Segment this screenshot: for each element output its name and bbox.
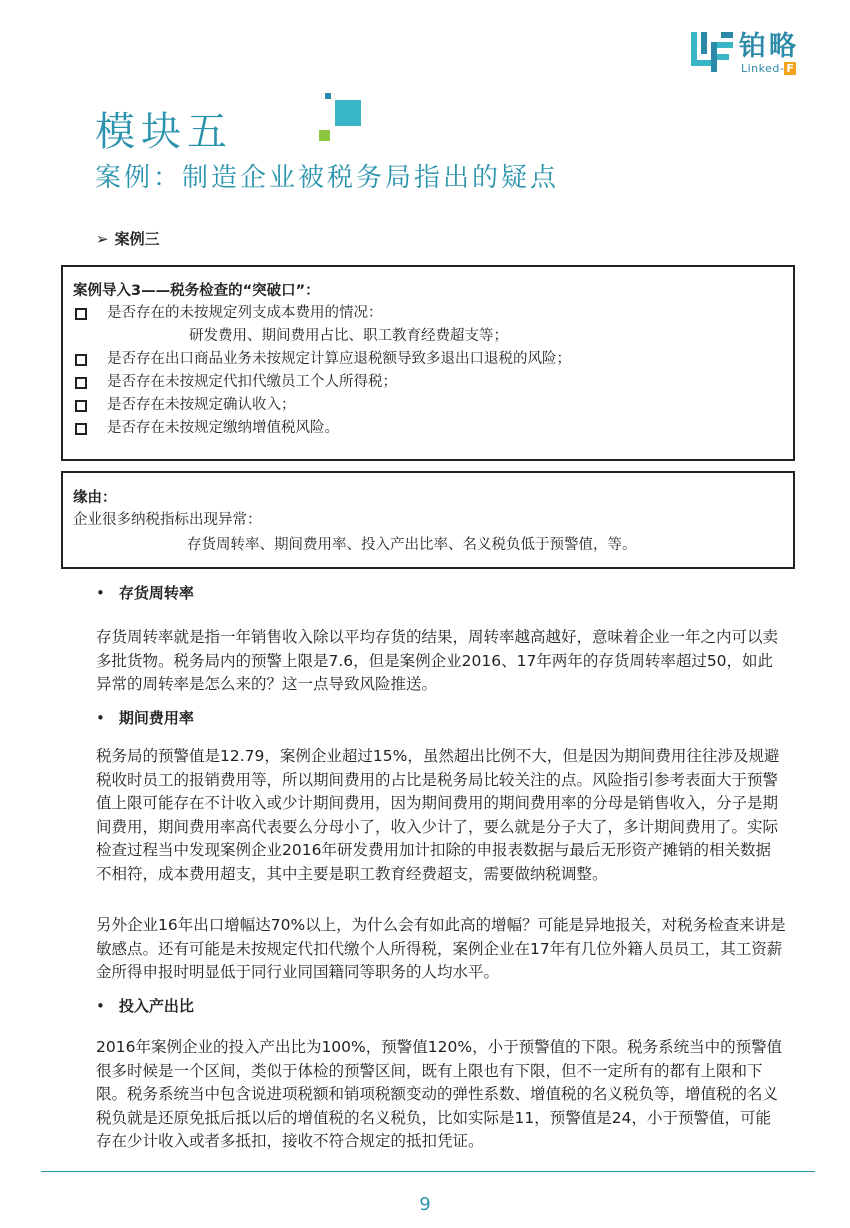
reason-title: 缘由：	[73, 490, 117, 506]
checkbox-icon	[75, 400, 87, 412]
section-heading: • 期间费用率	[96, 709, 194, 727]
section-paragraph: 税务局的预警值是12.79，案例企业超过15%，虽然超出比例不大，但是因为期间费用往往涉及规避税收时员工的报销费用等，所以期间费用的占比是税务局比较关注的点。风险指引参考表面大于预警值上限可能存在不计收入或少计期间费用，因为期间费用的期间费用率的分母是销售收入，分子是期间费用，期间费用率高代表要么分母小了，收入少计了，要么就是分子大了，多计期间费用了。实际检查过程当中发现案例企业2016年研发费用加计扣除的申报表数据与最后无形资产摊销的相关数据不相符，成本费用超支，其中主要是职工教育经费超支，需要做纳税调整。	[96, 747, 780, 883]
checkbox-icon	[75, 423, 87, 435]
section-heading: • 投入产出比	[96, 997, 194, 1015]
decor-square-small	[325, 93, 331, 99]
case-label: ➢ 案例三	[96, 230, 160, 248]
section-paragraph: 2016年案例企业的投入产出比为100%，预警值120%，小于预警值的下限。税务系统当中的预警值很多时候是一个区间，类似于体检的预警区间，既有上限也有下限，但不一定所有的都有上限和下限。税务系统当中包含说进项税额和销项税额变动的弹性系数、增值税的名义税负等，增值税的名义税负就是还原免抵后抵以后的增值税的名义税负，比如实际是11，预警值是24，小于预警值，可能存在少计收入或者多抵扣，接收不符合规定的抵扣凭证。	[96, 1038, 783, 1150]
reason-box	[61, 471, 795, 569]
reason-line: 企业很多纳税指标出现异常：	[73, 512, 262, 528]
checklist-item: 是否存在未按规定确认收入；	[73, 394, 783, 417]
checklist-item: 是否存在的未按规定列支成本费用的情况：	[73, 302, 783, 325]
case-intro-title: 案例导入3——税务检查的“突破口”：	[73, 283, 320, 299]
module-title: 模块五	[95, 109, 233, 155]
section-heading: • 存货周转率	[96, 584, 194, 602]
checkbox-icon	[75, 377, 87, 389]
brand-subtitle: Linked- F	[741, 62, 795, 75]
section-paragraph: 另外企业16年出口增幅达70%以上，为什么会有如此高的增幅？可能是异地报关，对税务检查来讲是敏感点。还有可能是未按规定代扣代缴个人所得税，案例企业在17年有几位外籍人员员工，其工资薪金所得申报时明显低于同行业同国籍同等职务的人均水平。	[96, 916, 786, 981]
bullet-dot-icon: •	[96, 584, 105, 602]
checklist-item: 是否存在未按规定缴纳增值税风险。	[73, 417, 783, 440]
brand-name: 铂略	[739, 31, 799, 62]
bullet-dot-icon: •	[96, 709, 105, 727]
bullet-dot-icon: •	[96, 997, 105, 1015]
checklist-item: 是否存在出口商品业务未按规定计算应退税额导致多退出口退税的风险；	[73, 348, 783, 371]
reason-detail: 存货周转率、期间费用率、投入产出比率、名义税负低于预警值，等。	[187, 537, 637, 553]
checkbox-icon	[75, 308, 87, 320]
checkbox-icon	[75, 354, 87, 366]
checklist-subitem: 研发费用、期间费用占比、职工教育经费超支等；	[189, 328, 508, 344]
brand-logo	[691, 30, 821, 76]
page-number: 9	[419, 1194, 431, 1215]
case-intro-box	[61, 265, 795, 461]
section-paragraph: 存货周转率就是指一年销售收入除以平均存货的结果，周转率越高越好，意味着企业一年之内可以卖多批货物。税务局内的预警上限是7.6，但是案例企业2016、17年两年的存货周转率超过50，如此异常的周转率是怎么来的？这一点导致风险推送。	[96, 628, 779, 693]
footer-divider	[41, 1171, 815, 1172]
case-title: 案例：制造企业被税务局指出的疑点	[95, 163, 560, 193]
brand-mark-icon	[691, 32, 733, 72]
arrow-bullet-icon: ➢	[96, 230, 109, 248]
decor-square-large	[335, 100, 361, 126]
checklist-item: 是否存在未按规定代扣代缴员工个人所得税；	[73, 371, 783, 394]
decor-square-green	[319, 130, 330, 141]
